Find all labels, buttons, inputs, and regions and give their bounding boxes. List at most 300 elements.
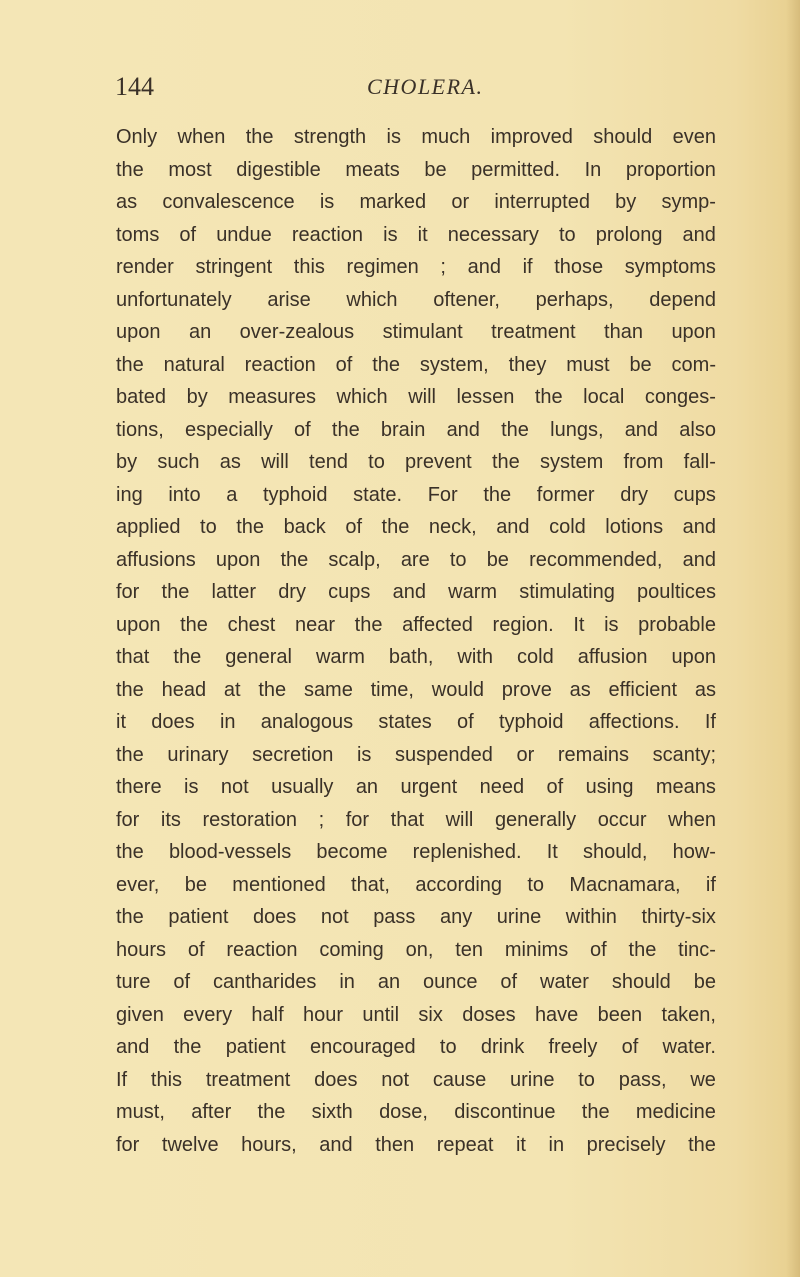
word: every — [183, 1003, 233, 1026]
text-line — [116, 674, 716, 707]
word: a — [226, 483, 238, 506]
word: depend — [649, 288, 716, 311]
text-line — [116, 739, 716, 772]
word: state. — [353, 483, 403, 506]
word: such — [157, 451, 200, 473]
word: hours, — [241, 1133, 297, 1156]
word: same — [303, 678, 353, 701]
word: and — [319, 1133, 353, 1156]
word: be — [693, 971, 716, 993]
word: those — [554, 256, 604, 278]
word: minims — [504, 938, 569, 961]
word: efficient — [608, 678, 678, 701]
word: given — [116, 1003, 164, 1026]
word: its — [160, 808, 181, 831]
word: near — [295, 613, 336, 636]
word: blood-vessels — [168, 841, 292, 863]
word: even — [672, 126, 716, 148]
word: hours — [116, 938, 167, 961]
word: especially — [185, 418, 273, 441]
page-number: 144 — [115, 72, 154, 101]
word: urine — [509, 1068, 555, 1091]
page-edge-shadow — [786, 0, 800, 1277]
text-line — [116, 186, 716, 219]
text-line — [116, 511, 716, 544]
word: to — [527, 873, 545, 896]
word: the — [491, 451, 520, 473]
word: In — [584, 158, 602, 181]
word: and — [116, 1036, 150, 1058]
word: brain — [380, 418, 426, 441]
word: of — [187, 938, 205, 961]
word: treatment — [205, 1068, 291, 1091]
word: typhoid — [263, 483, 328, 506]
word: not — [381, 1068, 410, 1091]
word: probable — [638, 613, 716, 636]
word: twelve — [161, 1133, 219, 1156]
word: prevent — [405, 451, 472, 473]
word: of — [500, 971, 518, 993]
word: tions, — [116, 418, 164, 441]
word: most — [168, 158, 212, 181]
word: lotions — [605, 516, 664, 538]
word: the — [180, 613, 208, 636]
word: ounce — [423, 971, 478, 993]
word: for — [116, 581, 140, 603]
word: how- — [672, 841, 716, 863]
word: Only — [116, 126, 158, 148]
word: until — [362, 1003, 400, 1026]
word: arise — [267, 288, 311, 311]
word: the — [372, 353, 400, 376]
word: there — [116, 776, 162, 798]
word: reaction — [244, 353, 316, 376]
word: as — [694, 678, 716, 701]
word: according — [415, 873, 503, 896]
text-line — [116, 1031, 716, 1064]
word: perhaps, — [535, 288, 614, 311]
word: in — [339, 971, 355, 993]
word: in — [548, 1133, 565, 1156]
running-head: CHOLERA. — [367, 74, 484, 99]
text-line — [116, 414, 716, 447]
word: repeat — [436, 1133, 494, 1156]
word: which — [346, 288, 398, 311]
word: stimulating — [519, 581, 615, 603]
word: of — [457, 711, 474, 733]
text-line — [116, 349, 716, 382]
text-line — [116, 1064, 716, 1097]
page-header — [115, 72, 715, 108]
word: If — [116, 1068, 128, 1091]
word: of — [621, 1036, 639, 1058]
word: upon — [671, 321, 716, 343]
word: half — [251, 1003, 284, 1026]
word: an — [355, 776, 379, 798]
word: affusions — [116, 548, 196, 571]
word: not — [320, 906, 349, 928]
word: is — [383, 223, 398, 246]
word: and — [682, 223, 716, 246]
text-line — [116, 154, 716, 187]
word: taken, — [661, 1003, 716, 1026]
word: to — [558, 223, 576, 246]
word: secretion — [252, 743, 334, 766]
word: convalescence — [162, 191, 295, 213]
word: to — [449, 548, 467, 571]
word: it — [116, 711, 126, 733]
word: affusion — [577, 646, 648, 668]
word: interrupted — [494, 191, 590, 213]
word: it — [417, 223, 428, 246]
word: must — [566, 353, 610, 376]
word: an — [377, 971, 401, 993]
word: cantharides — [213, 971, 317, 993]
word: symp- — [661, 191, 716, 213]
word: does — [252, 906, 297, 928]
word: the — [116, 906, 144, 928]
text-line — [116, 804, 716, 837]
word: mentioned — [232, 873, 326, 896]
word: sixth — [311, 1101, 353, 1123]
word: it — [515, 1133, 526, 1156]
word: six — [418, 1003, 443, 1026]
word: bath, — [388, 646, 434, 668]
word: region. — [492, 613, 554, 636]
word: dry — [278, 581, 306, 603]
word: neck, — [428, 516, 477, 538]
word: reaction — [291, 223, 364, 246]
word: in — [219, 711, 236, 733]
word: render — [116, 256, 174, 278]
word: the — [581, 1101, 610, 1123]
word: meats — [345, 158, 400, 181]
word: of — [173, 971, 191, 993]
word: conges- — [644, 386, 716, 408]
word: that — [390, 808, 424, 831]
text-line — [116, 1129, 716, 1162]
text-line — [116, 316, 716, 349]
word: stimulant — [382, 321, 463, 343]
word: on, — [405, 938, 434, 961]
word: the — [116, 841, 144, 863]
word: and — [467, 256, 501, 278]
word: by — [186, 386, 208, 408]
word: we — [690, 1068, 716, 1091]
word: medicine — [635, 1101, 716, 1123]
word: cold — [549, 516, 586, 538]
word: the — [173, 646, 202, 668]
word: to — [368, 451, 385, 473]
word: of — [179, 223, 197, 246]
word: prolong — [595, 223, 663, 246]
word: the — [628, 938, 657, 961]
word: It — [573, 613, 585, 636]
word: digestible — [236, 158, 321, 181]
word: undue — [216, 223, 272, 246]
word: the — [331, 418, 360, 441]
word: patient — [225, 1036, 286, 1058]
text-line — [116, 479, 716, 512]
word: local — [583, 386, 625, 408]
word: patient — [168, 906, 229, 928]
word: upon — [116, 613, 161, 636]
word: upon — [671, 646, 716, 668]
word: this — [150, 1068, 183, 1091]
word: urine — [496, 906, 542, 928]
text-line — [116, 381, 716, 414]
word: encouraged — [310, 1036, 416, 1058]
word: the — [501, 418, 529, 441]
word: the — [245, 126, 274, 148]
word: if — [522, 256, 533, 278]
word: the — [257, 1101, 286, 1123]
word: warm — [315, 646, 365, 668]
word: regimen — [346, 256, 419, 278]
word: For — [427, 483, 458, 506]
text-line — [116, 284, 716, 317]
word: system — [539, 451, 604, 473]
text-line — [116, 771, 716, 804]
word: former — [536, 483, 595, 506]
word: marked — [359, 191, 427, 213]
word: be — [629, 353, 652, 376]
word: scanty; — [652, 743, 716, 766]
word: generally — [494, 808, 577, 831]
word: restoration — [202, 808, 297, 831]
word: will — [261, 451, 289, 473]
word: and — [392, 581, 426, 603]
word: cups — [328, 581, 371, 603]
word: then — [375, 1133, 415, 1156]
word: into — [168, 483, 201, 506]
word: affections. — [588, 711, 680, 733]
word: if — [705, 873, 716, 896]
word: this — [293, 256, 325, 278]
word: ten — [455, 938, 484, 961]
word: upon — [116, 321, 161, 343]
word: the — [280, 548, 309, 571]
word: It — [546, 841, 558, 863]
word: when — [177, 126, 226, 148]
word: poultices — [637, 581, 716, 603]
word: affected — [402, 613, 473, 636]
text-line — [116, 544, 716, 577]
word: is — [356, 743, 372, 766]
word: to — [200, 516, 217, 538]
word: the — [161, 581, 190, 603]
text-line — [116, 121, 716, 154]
word: and — [682, 516, 716, 538]
body-text — [116, 121, 716, 1161]
word: and — [446, 418, 480, 441]
word: tend — [309, 451, 348, 473]
word: time, — [370, 678, 414, 701]
word: ing — [116, 483, 143, 506]
word: also — [679, 418, 716, 441]
word: any — [439, 906, 473, 928]
word: and — [682, 548, 716, 571]
word: than — [604, 321, 643, 343]
word: cold — [517, 646, 554, 668]
text-line — [116, 966, 716, 999]
word: the — [116, 743, 144, 766]
text-line — [116, 446, 716, 479]
word: need — [479, 776, 525, 798]
text-line — [116, 609, 716, 642]
word: or — [451, 191, 470, 213]
text-line — [116, 999, 716, 1032]
word: been — [597, 1003, 643, 1026]
word: is — [604, 613, 619, 636]
text-line — [116, 1096, 716, 1129]
word: become — [316, 841, 388, 863]
word: the — [173, 1036, 202, 1058]
word: of — [345, 516, 363, 538]
word: of — [546, 776, 564, 798]
word: strength — [293, 126, 367, 148]
word: remains — [557, 743, 630, 766]
word: dry — [620, 483, 649, 506]
word: means — [655, 776, 716, 798]
word: replenished. — [412, 841, 522, 863]
word: is — [184, 776, 199, 798]
word: they — [508, 353, 547, 376]
word: for — [116, 1133, 140, 1156]
word: head — [161, 678, 207, 701]
word: at — [223, 678, 241, 701]
word: pass, — [618, 1068, 667, 1091]
word: would — [431, 678, 485, 701]
word: the — [258, 678, 287, 701]
word: of — [590, 938, 607, 961]
word: should — [593, 126, 653, 148]
word: com- — [671, 353, 716, 376]
word: the — [354, 613, 383, 636]
word: when — [668, 808, 716, 831]
word: over-zealous — [239, 321, 355, 343]
word: lessen — [456, 386, 515, 408]
word: as — [219, 451, 241, 473]
word: necessary — [447, 223, 539, 246]
word: the — [688, 1133, 716, 1156]
word: lungs, — [550, 418, 604, 441]
word: analogous — [260, 711, 354, 733]
text-line — [116, 219, 716, 252]
word: ever, — [116, 873, 160, 896]
word: permitted. — [471, 158, 561, 181]
word: unfortunately — [116, 288, 232, 311]
word: proportion — [625, 158, 716, 181]
word: is — [386, 126, 401, 148]
word: the — [381, 516, 410, 538]
word: of — [335, 353, 353, 376]
word: latter — [211, 581, 256, 603]
word: hour — [303, 1003, 344, 1026]
word: or — [516, 743, 535, 766]
word: toms — [116, 223, 160, 246]
word: the — [236, 516, 265, 538]
word: using — [585, 776, 634, 798]
word: scalp, — [328, 548, 381, 571]
word: freely — [548, 1036, 598, 1058]
word: bated — [116, 386, 167, 408]
word: warm — [448, 581, 498, 603]
word: will — [445, 808, 474, 831]
word: should — [611, 971, 671, 993]
word: for — [116, 808, 140, 831]
text-line — [116, 251, 716, 284]
word: natural — [163, 353, 225, 376]
word: must, — [116, 1101, 165, 1123]
word: be — [424, 158, 447, 181]
word: drink — [480, 1036, 525, 1058]
word: and — [496, 516, 530, 538]
word: will — [408, 386, 436, 408]
word: ; — [318, 808, 325, 831]
word: chest — [227, 613, 276, 636]
text-line — [116, 836, 716, 869]
word: that, — [351, 873, 390, 896]
word: urinary — [167, 743, 229, 766]
word: within — [565, 906, 617, 928]
word: back — [283, 516, 326, 538]
word: to — [578, 1068, 595, 1091]
word: coming — [319, 938, 384, 961]
word: not — [220, 776, 249, 798]
word: the — [116, 353, 144, 376]
word: upon — [215, 548, 261, 571]
word: with — [457, 646, 493, 668]
word: discontinue — [454, 1101, 556, 1123]
word: Macnamara, — [569, 873, 681, 896]
text-line — [116, 901, 716, 934]
word: which — [336, 386, 388, 408]
word: occur — [597, 808, 647, 831]
word: does — [314, 1068, 358, 1091]
word: the — [534, 386, 563, 408]
word: precisely — [586, 1133, 666, 1156]
word: applied — [116, 516, 181, 538]
word: after — [191, 1101, 232, 1123]
word: usually — [271, 776, 334, 798]
word: are — [400, 548, 430, 571]
word: as — [569, 678, 591, 701]
word: the — [116, 678, 144, 701]
word: ture — [116, 971, 151, 993]
word: the — [483, 483, 512, 506]
word: tinc- — [678, 938, 716, 961]
word: thirty-six — [641, 906, 716, 928]
word: be — [486, 548, 509, 571]
word: states — [378, 711, 432, 733]
word: prove — [501, 678, 552, 701]
word: as — [116, 191, 138, 213]
word: the — [116, 158, 144, 181]
word: have — [534, 1003, 579, 1026]
word: is — [319, 191, 335, 213]
word: that — [116, 646, 150, 668]
word: should, — [582, 841, 648, 863]
text-line — [116, 576, 716, 609]
text-line — [116, 934, 716, 967]
word: be — [184, 873, 207, 896]
word: recommended, — [529, 548, 663, 571]
word: an — [188, 321, 212, 343]
word: reaction — [226, 938, 298, 961]
text-line — [116, 706, 716, 739]
word: does — [151, 711, 195, 733]
